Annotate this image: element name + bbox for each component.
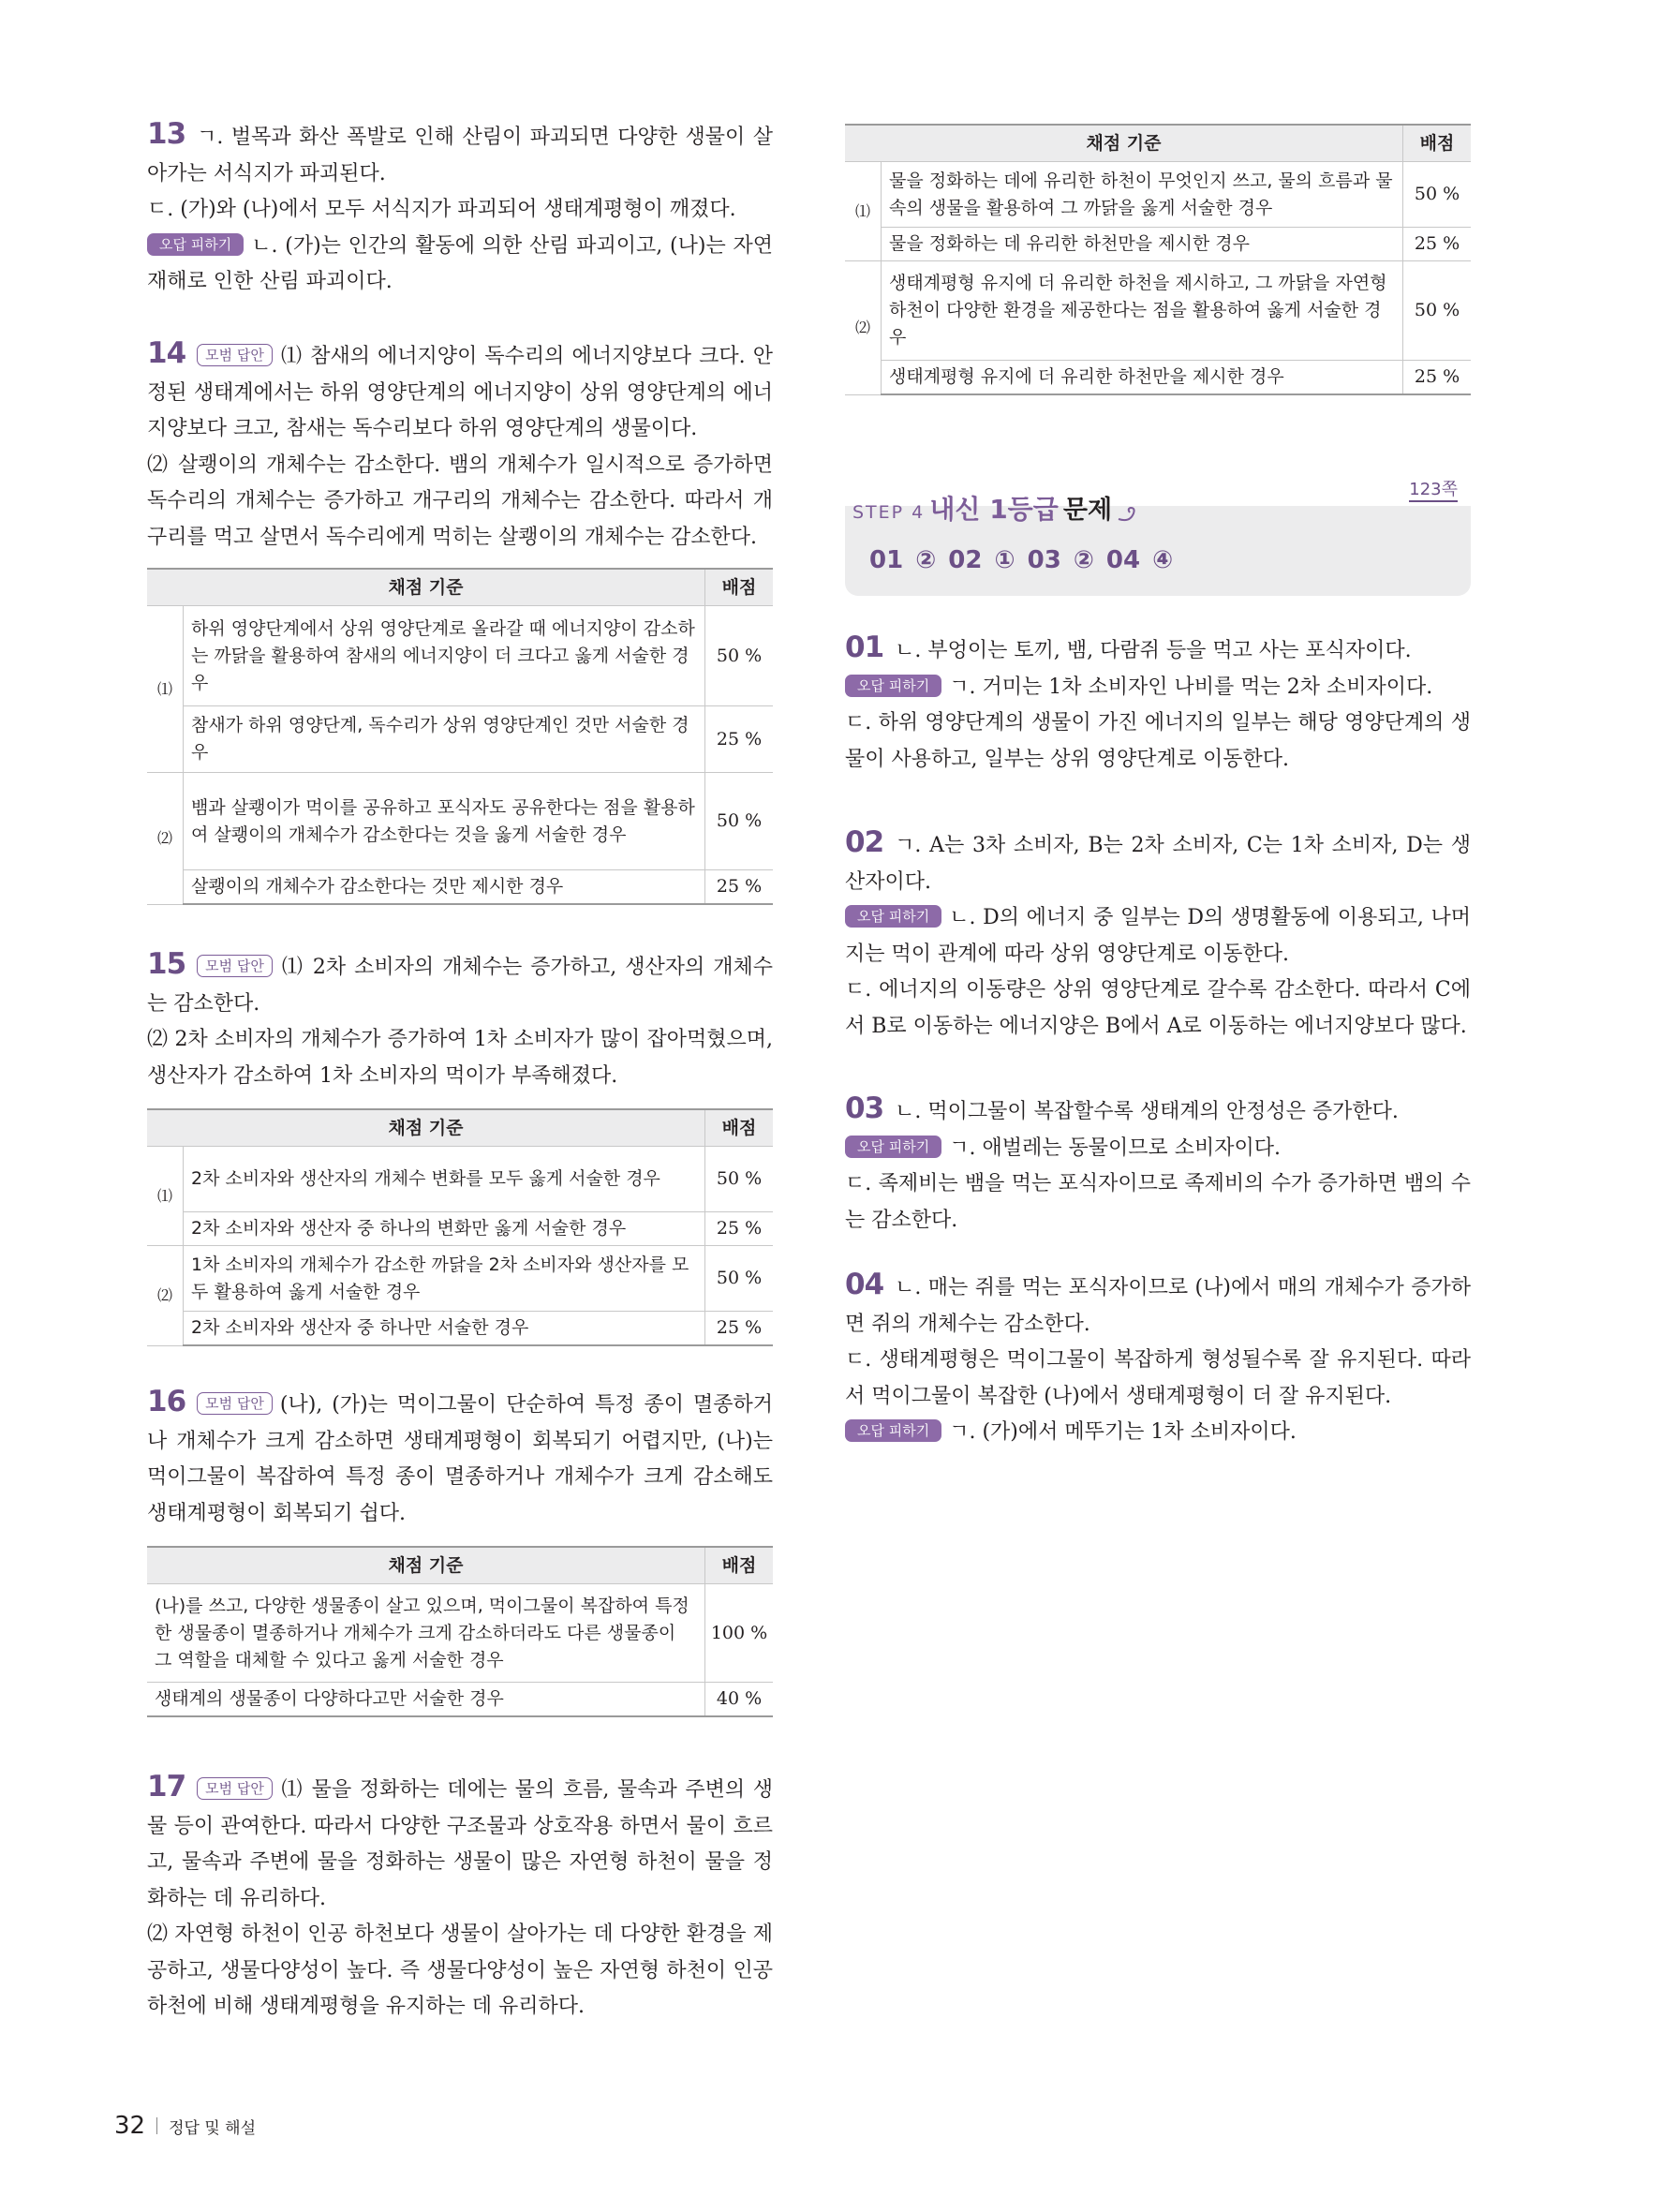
answer-text: ㄱ. (가)에서 메뚜기는 1차 소비자이다.: [949, 1420, 1297, 1444]
table-cell: 생태계평형 유지에 더 유리한 하천을 제시하고, 그 까닭을 자연형 하천이 다양한 환경을 제공한다는 점을 활용하여 옳게 서술한 경우: [882, 261, 1403, 361]
answer-03: [845, 1091, 1471, 1239]
table-cell: 40 %: [705, 1683, 774, 1717]
footer-divider: [156, 2117, 157, 2134]
table-cell: 참새가 하위 영양단계, 독수리가 상위 영양단계인 것만 서술한 경우: [184, 706, 705, 773]
question-number: 03: [845, 1091, 884, 1125]
table-row: [147, 1683, 773, 1717]
wrong-answer-tag: 오답 피하기: [845, 905, 941, 928]
answer-text: ㄷ. 생태계평형은 먹이그물이 복잡하게 형성될수록 잘 유지된다. 따라서 먹이그물이 복잡한 (나)에서 생태계평형이 더 잘 유지된다.: [845, 1348, 1471, 1408]
step-title: [852, 489, 1141, 527]
answer-04: [845, 1267, 1471, 1451]
table-cell: 2차 소비자와 생산자의 개체수 변화를 모두 옳게 서술한 경우: [184, 1147, 705, 1212]
table-header: 채점 기준: [845, 125, 1403, 162]
answer-02: [845, 824, 1471, 1045]
answer-text: ㄴ. (가)는 인간의 활동에 의한 산림 파괴이고, (나)는 자연재해로 인한 산림 파괴이다.: [147, 233, 773, 293]
page-reference: 123쪽: [1409, 480, 1458, 502]
table-cell: 50 %: [705, 1147, 774, 1212]
answer-text: ㄱ. 애벌레는 동물이므로 소비자이다.: [949, 1136, 1281, 1160]
question-number: 04: [845, 1268, 884, 1301]
answer-text: ㄱ. 거미는 1차 소비자인 나비를 먹는 2차 소비자이다.: [949, 675, 1433, 699]
answer-16: [147, 1384, 773, 1532]
table-row: [147, 773, 773, 870]
answer-text: ㄷ. 에너지의 이동량은 상위 영양단계로 갈수록 감소한다. 따라서 C에서 B로 이동하는 에너지양은 B에서 A로 이동하는 에너지양보다 많다.: [845, 978, 1471, 1038]
step-heading: 내신 1등급: [929, 494, 1059, 525]
scoring-table-15: [147, 1108, 773, 1346]
table-cell: 2차 소비자와 생산자 중 하나의 변화만 옳게 서술한 경우: [184, 1212, 705, 1246]
table-cell: 물을 정화하는 데 유리한 하천만을 제시한 경우: [882, 228, 1403, 261]
answer-text: ⑵ 2차 소비자의 개체수가 증가하여 1차 소비자가 많이 잡아먹혔으며, 생산자가 감소하여 1차 소비자의 먹이가 부족해졌다.: [147, 1028, 773, 1088]
model-answer-tag: 모범 답안: [197, 955, 273, 977]
table-row: [147, 1212, 773, 1246]
question-number: 16: [147, 1385, 186, 1418]
table-header: 배점: [1403, 125, 1472, 162]
table-cell: ⑵: [845, 261, 882, 395]
table-cell: 하위 영양단계에서 상위 영양단계로 올라갈 때 에너지양이 감소하는 까닭을 활용하여 참새의 에너지양이 더 크다고 옳게 서술한 경우: [184, 606, 705, 706]
table-cell: 25 %: [705, 870, 774, 905]
answer-key: 01 ② 02 ① 03 ② 04 ④: [869, 546, 1174, 574]
table-row: [147, 1584, 773, 1683]
table-row: [845, 361, 1471, 395]
table-row: [147, 1147, 773, 1212]
table-header: 배점: [705, 1547, 774, 1584]
scoring-table-14: [147, 568, 773, 905]
table-header: 배점: [705, 1109, 774, 1147]
answer-text: (나), (가)는 먹이그물이 단순하여 특정 종이 멸종하거나 개체수가 크게 감소하면 생태계평형이 회복되기 어렵지만, (나)는 먹이그물이 복잡하여 특정 종이 멸종하거나 개체수가 크게 감소해도 생태계평형이 회복되기 쉽다.: [147, 1393, 773, 1525]
table-cell: ⑴: [845, 162, 882, 261]
table-row: [147, 870, 773, 905]
table-header: 채점 기준: [147, 1109, 705, 1147]
answer-text: ㄱ. 벌목과 화산 폭발로 인해 산림이 파괴되면 다양한 생물이 살아가는 서식지가 파괴된다.: [147, 126, 773, 186]
answer-14: [147, 335, 773, 556]
table-row: [147, 1246, 773, 1312]
page-number: 32: [114, 2112, 146, 2140]
answer-text: ⑵ 살쾡이의 개체수는 감소한다. 뱀의 개체수가 일시적으로 증가하면 독수리의 개체수는 증가하고 개구리의 개체수는 감소한다. 따라서 개구리를 먹고 살면서 독수리에게 먹히는 살쾡이의 개체수는 감소한다.: [147, 453, 773, 549]
step-label: STEP 4: [852, 502, 926, 523]
table-row: [147, 706, 773, 773]
model-answer-tag: 모범 답안: [197, 1777, 273, 1800]
wrong-answer-tag: 오답 피하기: [147, 233, 244, 256]
answer-text: ⑵ 자연형 하천이 인공 하천보다 생물이 살아가는 데 다양한 환경을 제공하고, 생물다양성이 높다. 즉 생물다양성이 높은 자연형 하천이 인공하천에 비해 생태계평형을 유지하는 데 유리하다.: [147, 1923, 773, 2018]
answer-text: ⑴ 2차 소비자의 개체수는 증가하고, 생산자의 개체수는 감소한다.: [147, 956, 773, 1016]
question-number: 17: [147, 1770, 186, 1804]
table-row: [845, 228, 1471, 261]
scoring-table-16: [147, 1546, 773, 1717]
table-cell: 25 %: [1403, 361, 1472, 395]
answer-text: ㄴ. 부엉이는 토끼, 뱀, 다람쥐 등을 먹고 사는 포식자이다.: [895, 639, 1412, 662]
answer-13: [147, 116, 773, 301]
answer-15: [147, 946, 773, 1094]
footer-label: 정답 및 해설: [169, 2119, 257, 2138]
table-row: [845, 261, 1471, 361]
table-cell: 뱀과 살쾡이가 먹이를 공유하고 포식자도 공유한다는 점을 활용하여 살쾡이의 개체수가 감소한다는 것을 옳게 서술한 경우: [184, 773, 705, 870]
model-answer-tag: 모범 답안: [197, 344, 273, 366]
table-cell: 50 %: [705, 606, 774, 706]
scoring-table-17: [845, 124, 1471, 395]
table-cell: ⑵: [147, 1246, 184, 1346]
table-row: [845, 162, 1471, 228]
answer-text: ㄴ. 매는 쥐를 먹는 포식자이므로 (나)에서 매의 개체수가 증가하면 쥐의 개체수는 감소한다.: [845, 1276, 1471, 1336]
table-cell: 25 %: [705, 1312, 774, 1346]
table-cell: 물을 정화하는 데에 유리한 하천이 무엇인지 쓰고, 물의 흐름과 물속의 생물을 활용하여 그 까닭을 옳게 서술한 경우: [882, 162, 1403, 228]
table-cell: 100 %: [705, 1584, 774, 1683]
answer-text: ⑴ 참새의 에너지양이 독수리의 에너지양보다 크다. 안정된 생태계에서는 하위 영양단계의 에너지양이 상위 영양단계의 에너지양보다 크고, 참새는 독수리보다 하위 영양단계의 생물이다.: [147, 345, 773, 440]
page-footer: [114, 2112, 256, 2140]
table-cell: 50 %: [1403, 261, 1472, 361]
table-row: [147, 606, 773, 706]
answer-text: ㄱ. A는 3차 소비자, B는 2차 소비자, C는 1차 소비자, D는 생산자이다.: [845, 834, 1471, 894]
table-cell: 1차 소비자의 개체수가 감소한 까닭을 2차 소비자와 생산자를 모두 활용하여 옳게 서술한 경우: [184, 1246, 705, 1312]
question-number: 13: [147, 117, 186, 151]
answer-text: ㄴ. D의 에너지 중 일부는 D의 생명활동에 이용되고, 나머지는 먹이 관계에 따라 상위 영양단계로 이동한다.: [845, 906, 1471, 966]
table-cell: 살쾡이의 개체수가 감소한다는 것만 제시한 경우: [184, 870, 705, 905]
table-cell: 생태계의 생물종이 다양하다고만 서술한 경우: [147, 1683, 705, 1717]
answer-text: ㄴ. 먹이그물이 복잡할수록 생태계의 안정성은 증가한다.: [895, 1100, 1399, 1123]
table-cell: 25 %: [705, 1212, 774, 1246]
swirl-icon: [1117, 504, 1141, 525]
question-number: 02: [845, 825, 884, 859]
table-cell: 25 %: [705, 706, 774, 773]
answer-17: [147, 1769, 773, 2026]
question-number: 15: [147, 947, 186, 981]
answer-text: ㄷ. 하위 영양단계의 생물이 가진 에너지의 일부는 해당 영양단계의 생물이 사용하고, 일부는 상위 영양단계로 이동한다.: [845, 711, 1471, 771]
table-cell: 50 %: [705, 773, 774, 870]
table-cell: ⑵: [147, 773, 184, 905]
table-row: [147, 1312, 773, 1346]
step-heading-suffix: 문제: [1062, 496, 1113, 525]
table-cell: (나)를 쓰고, 다양한 생물종이 살고 있으며, 먹이그물이 복잡하여 특정한 생물종이 멸종하거나 개체수가 크게 감소하더라도 다른 생물종이 그 역할을 대체할 수 있다고 옳게 서술한 경우: [147, 1584, 705, 1683]
wrong-answer-tag: 오답 피하기: [845, 1136, 941, 1158]
answer-text: ㄷ. (가)와 (나)에서 모두 서식지가 파괴되어 생태계평형이 깨졌다.: [147, 198, 736, 221]
model-answer-tag: 모범 답안: [197, 1392, 273, 1415]
wrong-answer-tag: 오답 피하기: [845, 1419, 941, 1442]
table-cell: 2차 소비자와 생산자 중 하나만 서술한 경우: [184, 1312, 705, 1346]
table-cell: 생태계평형 유지에 더 유리한 하천만을 제시한 경우: [882, 361, 1403, 395]
table-header: 채점 기준: [147, 569, 705, 606]
table-cell: 50 %: [1403, 162, 1472, 228]
answer-01: [845, 630, 1471, 778]
question-number: 14: [147, 336, 186, 370]
table-header: 배점: [705, 569, 774, 606]
table-cell: ⑴: [147, 1147, 184, 1246]
table-cell: 50 %: [705, 1246, 774, 1312]
question-number: 01: [845, 631, 884, 664]
table-header: 채점 기준: [147, 1547, 705, 1584]
table-cell: ⑴: [147, 606, 184, 773]
answer-text: ㄷ. 족제비는 뱀을 먹는 포식자이므로 족제비의 수가 증가하면 뱀의 수는 감소한다.: [845, 1172, 1471, 1232]
table-cell: 25 %: [1403, 228, 1472, 261]
wrong-answer-tag: 오답 피하기: [845, 675, 941, 697]
answer-text: ⑴ 물을 정화하는 데에는 물의 흐름, 물속과 주변의 생물 등이 관여한다. 따라서 다양한 구조물과 상호작용 하면서 물이 흐르고, 물속과 주변에 물을 정화하는 생물이 많은 자연형 하천이 물을 정화하는 데 유리하다.: [147, 1778, 773, 1910]
